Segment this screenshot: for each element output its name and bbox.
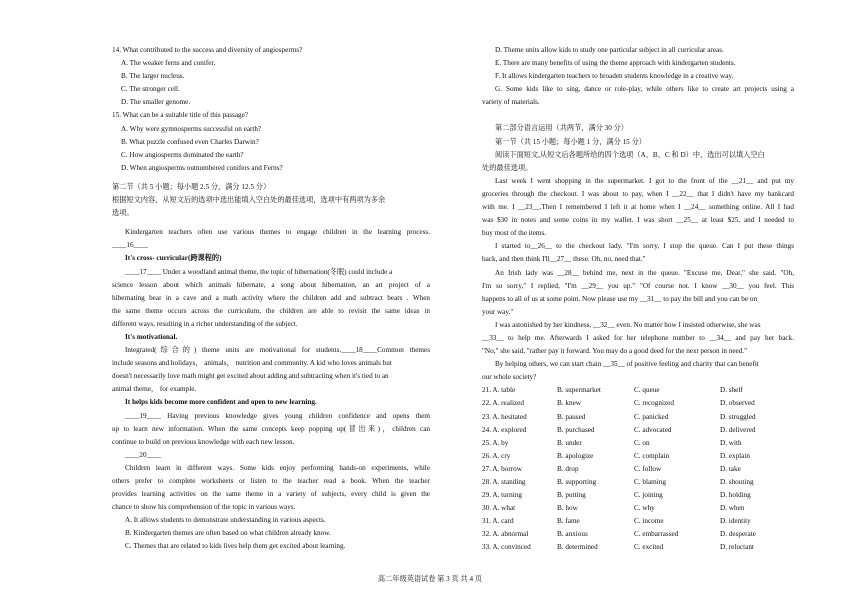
choice-d: D. shouting <box>720 478 754 486</box>
option: G. Some kids like to sing, dance or role-play, while others like to create art projects using a <box>495 85 794 94</box>
option: D. Theme units allow kids to study one particular subject in all curricular areas. <box>495 46 724 54</box>
option: B. The larger nucleus. <box>121 72 185 81</box>
choice-a: 22. A. realized <box>482 399 524 408</box>
part-2-title: 第二部分语言运用（共两节，满分 30 分） <box>495 124 628 133</box>
paragraph-line: the same theme occurs across the curriculum, the children are able to revisit the same ideas in <box>112 306 430 315</box>
paragraph-line: hibernating bear in a cave and a math activity where the children add and subtract bears . When <box>112 293 430 302</box>
answer-choices-table <box>482 384 794 554</box>
paragraph-line: provides learning activities on the same theme in a variety of subjects, every child is given the <box>112 490 430 499</box>
choice-b: B. putting <box>557 491 586 500</box>
choice-row <box>482 541 794 554</box>
option: C. How angiosperms dominated the earth? <box>121 150 244 159</box>
section-2-instruction: 选项。 <box>112 209 134 218</box>
option: variety of materials. <box>482 98 540 107</box>
choice-b: B. supporting <box>557 478 597 486</box>
paragraph-line: __33__ to help me. Afterwards I asked for her telephone number to __34__ and pay her back. <box>482 333 794 342</box>
paragraph-line: buy most of the items. <box>482 229 547 238</box>
paragraph-line: science lesson about which animals hibernate, a song about hibernation, an art project of a <box>112 280 430 289</box>
choice-row <box>482 411 794 424</box>
paragraph-line: include seasons and holidays， animals， nutrition and community. A kid who loves animals but <box>112 359 392 368</box>
choice-b: B. drop <box>557 464 579 473</box>
option: B. Kindergarten themes are often based on what children already know. <box>125 529 331 538</box>
option: C. Themes that are related to kids lives help them get excited about learning. <box>125 542 346 551</box>
section-2-title: 第二节（共 5 小题；每小题 2.5 分，满分 12.5 分） <box>112 182 271 191</box>
choice-d: D. when <box>720 504 745 513</box>
choice-d: D. holding <box>720 491 751 500</box>
choice-d: D. observed <box>720 399 755 408</box>
heading: It helps kids become more confident and open to new learning. <box>125 398 317 407</box>
choice-c: C. panicked <box>634 412 669 421</box>
paragraph-line: groceries through the checkout. I was about to pay, when I __22__ that I didn't have my bankcard <box>482 189 794 198</box>
choice-row <box>482 528 794 541</box>
choice-c: C. blaming <box>634 478 666 486</box>
choice-b: B. apologize <box>557 451 594 460</box>
option: B. What puzzle confused even Charles Darwin? <box>121 137 259 146</box>
choice-b: B. determined <box>557 543 598 552</box>
choice-b: B. purchased <box>557 425 595 434</box>
blank-20: ____20____ <box>125 450 161 459</box>
option: A. The weaker ferns and conifer. <box>121 59 216 68</box>
choice-a: 30. A. what <box>482 504 516 513</box>
choice-d: D. shelf <box>720 386 743 395</box>
choice-row <box>482 424 794 437</box>
paragraph-line: doesn't necessarily love math might get excited about adding and subtracting when it's tied to an <box>112 372 389 381</box>
choice-d: D. explain <box>720 451 750 460</box>
paragraph-line: Children learn in different ways. Some kids enjoy performing hands-on experiments, while <box>125 463 430 472</box>
paragraph-line: ____17____ Under a woodland animal theme, the topic of hibernation(冬眠) could include a <box>125 267 393 276</box>
option: C. The stronger cell. <box>121 85 180 94</box>
choice-a: 26. A. cry <box>482 451 511 460</box>
question-14: 14. What contributed to the success and diversity of angiosperms? <box>112 46 303 54</box>
choice-row <box>482 489 794 502</box>
question-15: 15. What can be a suitable title of this passage? <box>112 111 248 120</box>
choice-d: D. with <box>720 438 742 447</box>
choice-c: C. follow <box>634 464 662 473</box>
choice-b: B. supermarket <box>557 386 601 395</box>
choice-a: 27. A. borrow <box>482 464 522 473</box>
heading: It's motivational. <box>125 332 178 341</box>
left-column <box>112 44 430 554</box>
option: F. It allows kindergarten teachers to broaden students knowledge in a creative way. <box>495 72 734 81</box>
choice-c: C. excited <box>634 543 664 552</box>
page-footer: 高二年级英语试卷 第 3 页 共 4 页 <box>377 575 483 583</box>
option: A. Why were gymnosperms successful on earth? <box>121 124 262 133</box>
choice-row <box>482 502 794 515</box>
choice-a: 23. A. hesitated <box>482 412 527 421</box>
choice-a: 21. A. table <box>482 386 516 395</box>
choice-c: C. joining <box>634 491 663 500</box>
choice-row <box>482 463 794 476</box>
choice-d: D. identity <box>720 517 751 526</box>
paragraph-line: up to learn new information. When the same concepts keep popping up(冒出来)，children can <box>112 424 430 433</box>
paragraph-line: Last week I went shopping in the supermarket. I got to the front of the __21__ and put my <box>495 176 794 185</box>
choice-b: B. anxious <box>557 530 588 539</box>
choice-b: B. under <box>557 438 582 447</box>
paragraph-line: "No," she said, "rather pay it forward. You may do a good deed for the next person in need." <box>482 347 748 356</box>
paragraph-line: happens to all of us at some point. Now please use my __31__ to pay the bill and you can be on <box>482 294 758 303</box>
section-1-instruction: 阅读下面短文,从短文后各题所给的四个选项（A、B、C 和 D）中，选出可以填入空白 <box>495 150 765 159</box>
option: D. When angiosperms outnumbered conifers and Ferns? <box>121 163 283 172</box>
choice-row <box>482 476 794 489</box>
paragraph-line: our whole society? <box>482 373 537 382</box>
section-1-title: 第一节（共 15 小题；每小题 1 分，满分 15 分） <box>495 137 646 146</box>
paragraph-line: By helping others, we can start chain __35__ of positive feeling and charity that can benefit <box>495 360 759 369</box>
paragraph-line: was $30 in notes and some coins in my wallet. I was short __25__ at least $25, and I needed to <box>482 216 794 225</box>
option: A. It allows students to demonstrate understanding in various aspects. <box>125 516 326 525</box>
choice-b: B. knew <box>557 399 581 408</box>
blank-16: ____16____ <box>112 241 148 250</box>
choice-b: B. fame <box>557 517 580 526</box>
paragraph-line: others prefer to complete worksheets or listen to the teacher read a book. When the teacher <box>112 477 430 485</box>
choice-c: C. why <box>634 504 655 513</box>
option: D. The smaller genome. <box>121 98 191 107</box>
choice-d: D. desperate <box>720 530 756 539</box>
choice-row <box>482 450 794 463</box>
paragraph-line: I started to__26__ to the checkout lady. "I'm sorry, I stop the queue. Can I put these things <box>495 242 794 251</box>
choice-d: D. take <box>720 464 741 473</box>
paragraph-line: different ways, resulting in a richer understanding of the subject. <box>112 319 298 328</box>
choice-b: B. paused <box>557 412 586 421</box>
choice-a: 32. A. abnormal <box>482 530 529 539</box>
choice-row <box>482 384 794 397</box>
choice-c: C. income <box>634 517 664 526</box>
choice-row <box>482 397 794 410</box>
paragraph-line: chance to show his comprehension of the topic in various ways. <box>112 503 296 512</box>
choice-a: 25. A. by <box>482 438 509 447</box>
paragraph-line: back, and then think I'll__27__ these. Oh, no, need that." <box>482 255 646 264</box>
choice-d: D. delivered <box>720 425 756 434</box>
paragraph-line: continue to build on previous knowledge with each new lesson. <box>112 437 295 446</box>
choice-c: C. complain <box>634 451 670 460</box>
choice-c: C. advocated <box>634 425 672 434</box>
choice-a: 29. A. turning <box>482 491 522 500</box>
choice-a: 28. A. standing <box>482 478 526 486</box>
choice-a: 24. A. explored <box>482 425 527 434</box>
section-2-instruction: 根据短文内容，从短文后的选项中选出能填入空白处的最佳选项，选项中有两项为多余 <box>112 196 386 205</box>
paragraph-line: I was astonished by her kindness, __32__ even. No matter how I insisted otherwise, she was <box>495 320 761 329</box>
paragraph-line: Integrated(综合的) theme units are motivational for students.____18____Common themes <box>125 346 430 355</box>
paragraph-line: ____19____ Having previous knowledge gives young children confidence and opens them <box>125 411 430 420</box>
choice-b: B. how <box>557 504 578 513</box>
choice-row <box>482 437 794 450</box>
choice-c: C. on <box>634 438 650 447</box>
choice-c: C. recognized <box>634 399 674 408</box>
paragraph-line: Kindergarten teachers often use various themes to engage children in the learning process. <box>125 228 430 237</box>
paragraph-line: animal theme， for example. <box>112 385 197 394</box>
paragraph-line: your way." <box>482 307 514 316</box>
choice-c: C. queue <box>634 386 660 395</box>
section-1-instruction: 处的最佳选项。 <box>482 163 533 172</box>
paragraph-line: I'm so sorry," I replied, "I'm __29__ you up." "Of course not. I know __30__ you feel. This <box>482 281 794 290</box>
choice-c: C. embarrassed <box>634 530 679 539</box>
paragraph-line: with me. I __23__.Then I remembered I left it at home when I __24__ something online. All I had <box>482 203 794 212</box>
right-column <box>482 44 794 555</box>
choice-row <box>482 515 794 528</box>
choice-a: 31. A. card <box>482 517 514 526</box>
choice-d: D. reluctant <box>720 543 754 552</box>
choice-a: 33. A. convinced <box>482 543 531 552</box>
heading: It's cross- curricular(跨课程的) <box>125 254 222 263</box>
paragraph-line: An Irish lady was __28__ behind me, next in the queue. "Excuse me, Dear," she said. "Oh, <box>495 268 794 277</box>
option: E. There are many benefits of using the theme approach with kindergarten students. <box>495 59 736 68</box>
choice-d: D. struggled <box>720 412 756 421</box>
